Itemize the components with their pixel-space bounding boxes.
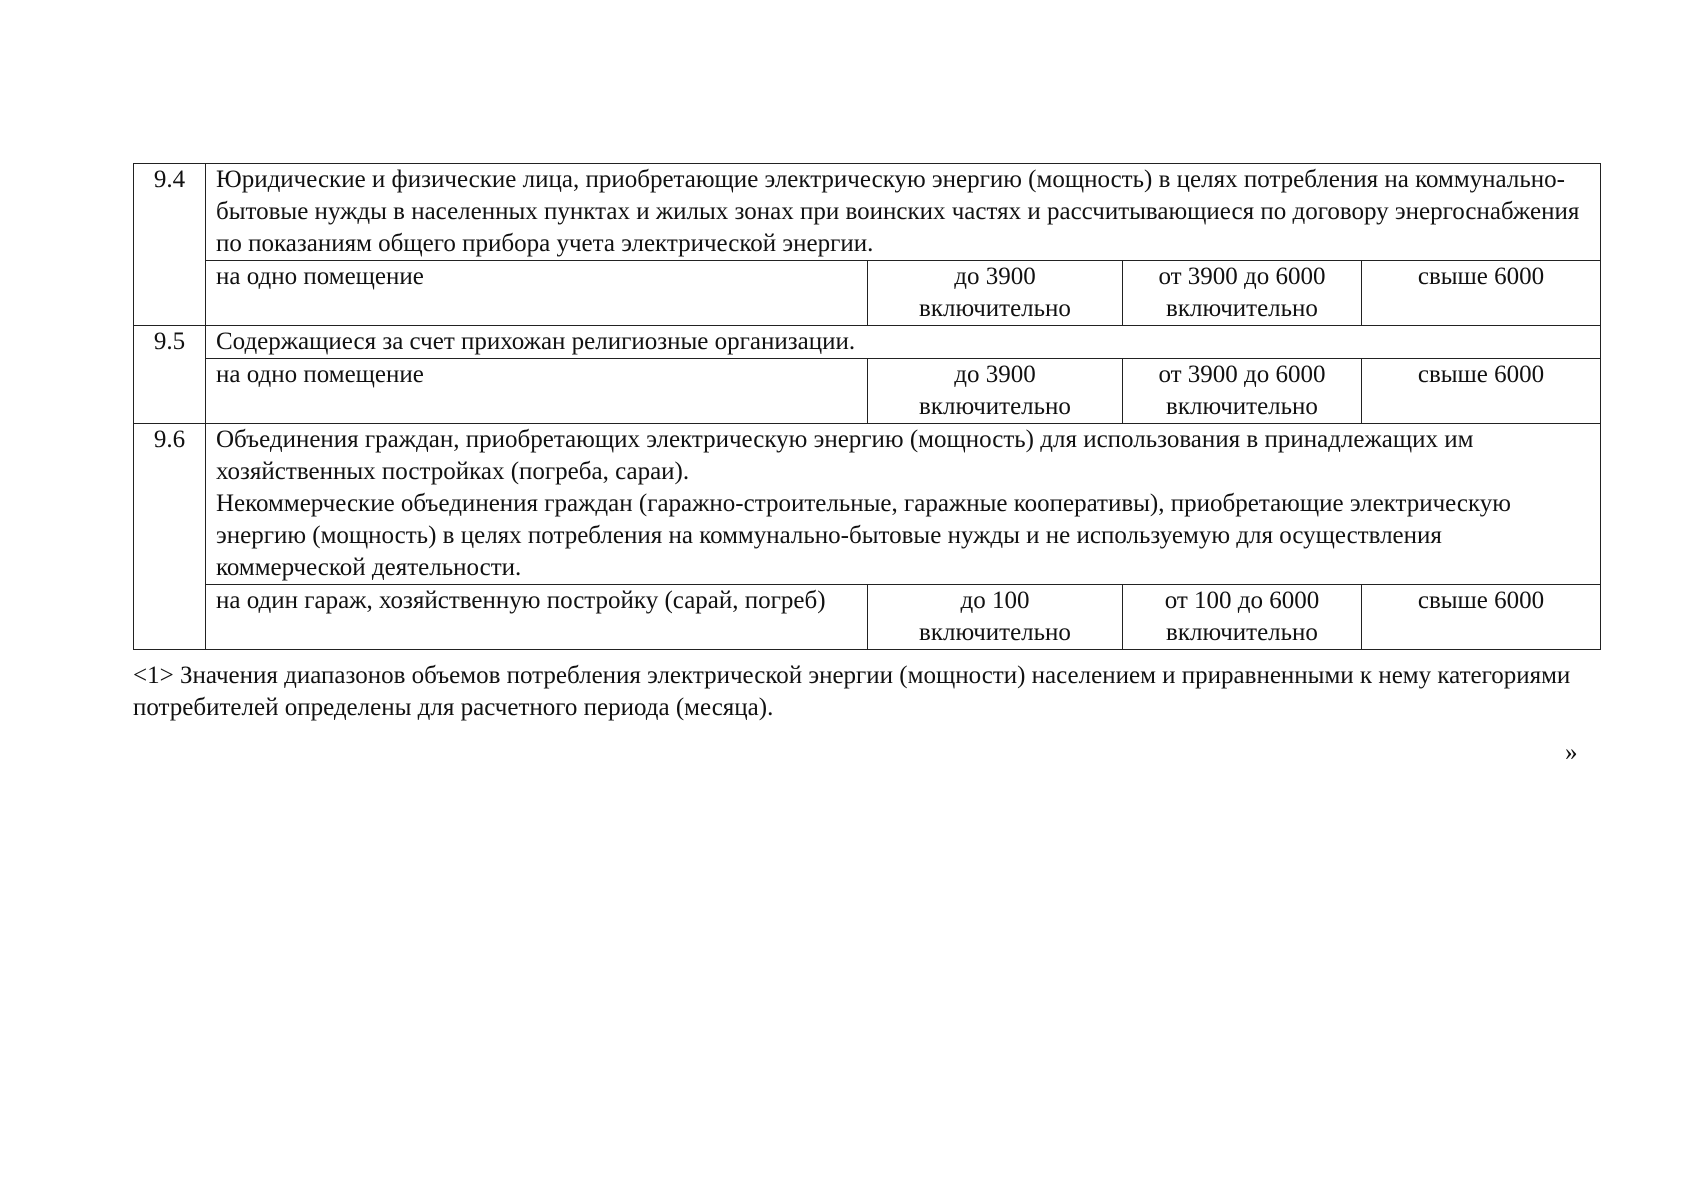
range-qualifier: включительно [919, 619, 1071, 646]
range-cell-low [868, 359, 1123, 424]
row-number: 9.6 [134, 424, 206, 650]
description-paragraph: Некоммерческие объединения граждан (гаражно-строительные, гаражные кооперативы), приобретающие электрическую энергию (мощность) в целях потребления на коммунально-бытовые нужды и не используемую для осуществления коммерческой деятельности. [216, 490, 1511, 581]
range-value: свыше 6000 [1417, 263, 1545, 290]
range-value: свыше 6000 [1417, 361, 1545, 388]
range-cell-mid [1123, 585, 1362, 650]
closing-quote: » [1565, 739, 1578, 766]
range-qualifier: включительно [919, 393, 1071, 420]
table-row-9-4 [134, 164, 1601, 261]
range-qualifier: включительно [1166, 295, 1318, 322]
unit-cell: на одно помещение [206, 359, 868, 424]
range-value: от 100 до 6000 [1164, 587, 1320, 614]
table-subrow-9-4 [134, 261, 1601, 326]
range-value: от 3900 до 6000 [1158, 361, 1326, 388]
description-paragraph: Юридические и физические лица, приобретающие электрическую энергию (мощность) в целях потребления на коммунально-бытовые нужды в населенных пунктах и жилых зонах при воинских частях и рассчитывающиеся по договору энергоснабжения по показаниям общего прибора учета электрической энергии. [216, 166, 1580, 257]
range-value: от 3900 до 6000 [1158, 263, 1326, 290]
range-cell-low [868, 261, 1123, 326]
table-subrow-9-5 [134, 359, 1601, 424]
description-paragraph: Объединения граждан, приобретающих электрическую энергию (мощность) для использования в принадлежащих им хозяйственных постройках (погреба, сараи). [216, 426, 1474, 485]
row-description [206, 424, 1601, 585]
unit-cell: на один гараж, хозяйственную постройку (сарай, погреб) [206, 585, 868, 650]
range-cell-high [1362, 585, 1601, 650]
row-description [206, 326, 1601, 359]
description-paragraph: Содержащиеся за счет прихожан религиозные организации. [216, 328, 856, 355]
range-qualifier: включительно [1166, 619, 1318, 646]
range-qualifier: включительно [919, 295, 1071, 322]
footnote: <1> Значения диапазонов объемов потребления электрической энергии (мощности) населением и приравненными к нему категориями потребителей определены для расчетного периода (месяца). [133, 662, 1571, 721]
row-number: 9.5 [134, 326, 206, 424]
range-cell-mid [1123, 359, 1362, 424]
range-qualifier: включительно [1166, 393, 1318, 420]
table-subrow-9-6 [134, 585, 1601, 650]
range-cell-high [1362, 359, 1601, 424]
range-value: свыше 6000 [1417, 587, 1545, 614]
table-row-9-6 [134, 424, 1601, 585]
tariff-table [133, 163, 1601, 650]
range-cell-high [1362, 261, 1601, 326]
unit-cell: на одно помещение [206, 261, 868, 326]
table-row-9-5 [134, 326, 1601, 359]
row-description [206, 164, 1601, 261]
range-value: до 3900 [954, 361, 1036, 388]
range-cell-low [868, 585, 1123, 650]
row-number: 9.4 [134, 164, 206, 326]
range-value: до 3900 [954, 263, 1036, 290]
range-cell-mid [1123, 261, 1362, 326]
range-value: до 100 [960, 587, 1030, 614]
